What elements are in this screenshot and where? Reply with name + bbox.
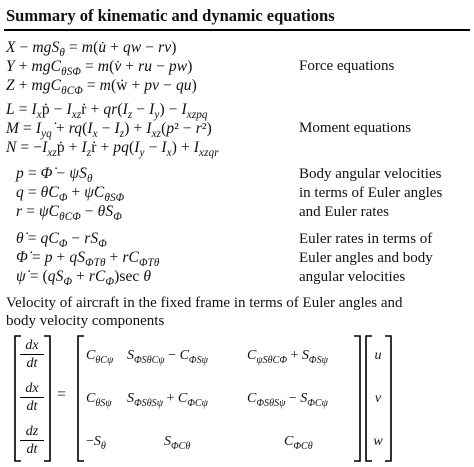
page-title: Summary of kinematic and dynamic equations [6, 6, 335, 25]
matrix-cell-r2c1: $C_{\theta S\psi}$ [86, 391, 112, 409]
euler-rate-eq-theta: θ̇ = $qC_\Phi - rS_\Phi$ [16, 230, 107, 251]
matrix-cell-r2c3: $C_{\Phi S\theta S\psi} - S_{\Phi C\psi}$ [247, 391, 328, 409]
lhs-dx-dt-2: dx dt [17, 381, 47, 414]
matrix-cell-r3c3: $C_{\Phi C\theta}$ [284, 434, 313, 452]
rhs-w: w [373, 434, 383, 449]
force-eq-x: X − mgS$_\theta$ = m(u̇ + qw − rv) [6, 39, 177, 60]
matrix-left-bracket [78, 336, 84, 461]
matrix-cell-r1c3: $C_{\psi S\theta C\Phi} + S_{\Phi S\psi}$ [247, 348, 328, 366]
body-rate-eq-q: $q = \thetȧC_\Phi$ + $\psi̇C_{\theta S\Phi}$ [16, 184, 125, 205]
moment-equations-label: Moment equations [299, 120, 412, 136]
matrix-cell-r2c2: $S_{\Phi S\theta S\psi} + C_{\Phi C\psi}$ [127, 391, 208, 409]
rhs-u: u [374, 348, 382, 363]
lhs-dz-dt: dz dt [17, 424, 47, 457]
matrix-cell-r1c1: $C_{\theta C\psi}$ [86, 348, 114, 366]
body-rates-label-line1: Body angular velocities [299, 166, 442, 182]
force-eq-z: Z + mgC$_{\theta C\Phi}$ = m(ẇ + pv − qu) [6, 77, 197, 98]
matrix-cell-r1c2: $S_{\Phi S\theta C\psi} - C_{\Phi S\psi}$ [127, 348, 208, 366]
euler-rates-label-line3: angular velocities [299, 269, 406, 285]
matrix-right-bracket [354, 336, 360, 461]
moment-eq-n: $N = -I_{xz}ṗ$ + $I_zṙ + pq(I_y - I_x) + I_{xzqr}$ [6, 139, 219, 160]
rhs-v: v [374, 391, 382, 406]
force-equations-label: Force equations [299, 58, 395, 74]
body-rate-eq-r: $r = \psi̇C_{\theta C\Phi}$ − $\thetȧS_\Phi$ [16, 203, 122, 224]
lhs-dx-dt-1: dx dt [17, 338, 47, 371]
moment-eq-l: $L = I_xṗ$ − $I_{xz}ṙ + qr(I_z - I_y) - I_{xzpq}$ [6, 101, 208, 122]
euler-rates-label-line1: Euler rates in terms of [299, 231, 433, 247]
matrix-cell-r3c2: $S_{\Phi C\theta}$ [164, 434, 191, 452]
matrix-cell-r3c1: $-S_\theta$ [86, 434, 106, 452]
velocity-paragraph-line2: body velocity components [6, 313, 165, 329]
body-rates-label-line3: and Euler rates [299, 204, 389, 220]
euler-rate-eq-psi: ψ̇ = $(qS_\Phi + rC_\Phi)\sec$ θ [16, 268, 152, 289]
body-rates-label-line2: in terms of Euler angles [299, 185, 443, 201]
force-eq-y: Y + mgC$_{\theta S\Phi}$ = m(v̇ + ru − pw) [6, 58, 193, 79]
euler-rate-eq-phi: Φ̇ = $p + qS_{\Phi T\theta} + rC_{\Phi T\theta}$ [16, 249, 160, 270]
body-rate-eq-p: p = Φ̇ − $\psi̇S_\theta$ [16, 165, 93, 186]
velocity-paragraph-line1: Velocity of aircraft in the fixed frame in terms of Euler angles and [6, 295, 403, 311]
matrix-equals-sign: = [57, 386, 67, 403]
moment-eq-m: $M = I_{yq}̇ + rq(I_x - I_z) + I_{xz}(p^2 - r^2)$ [6, 120, 212, 141]
euler-rates-label-line2: Euler angles and body [299, 250, 433, 266]
